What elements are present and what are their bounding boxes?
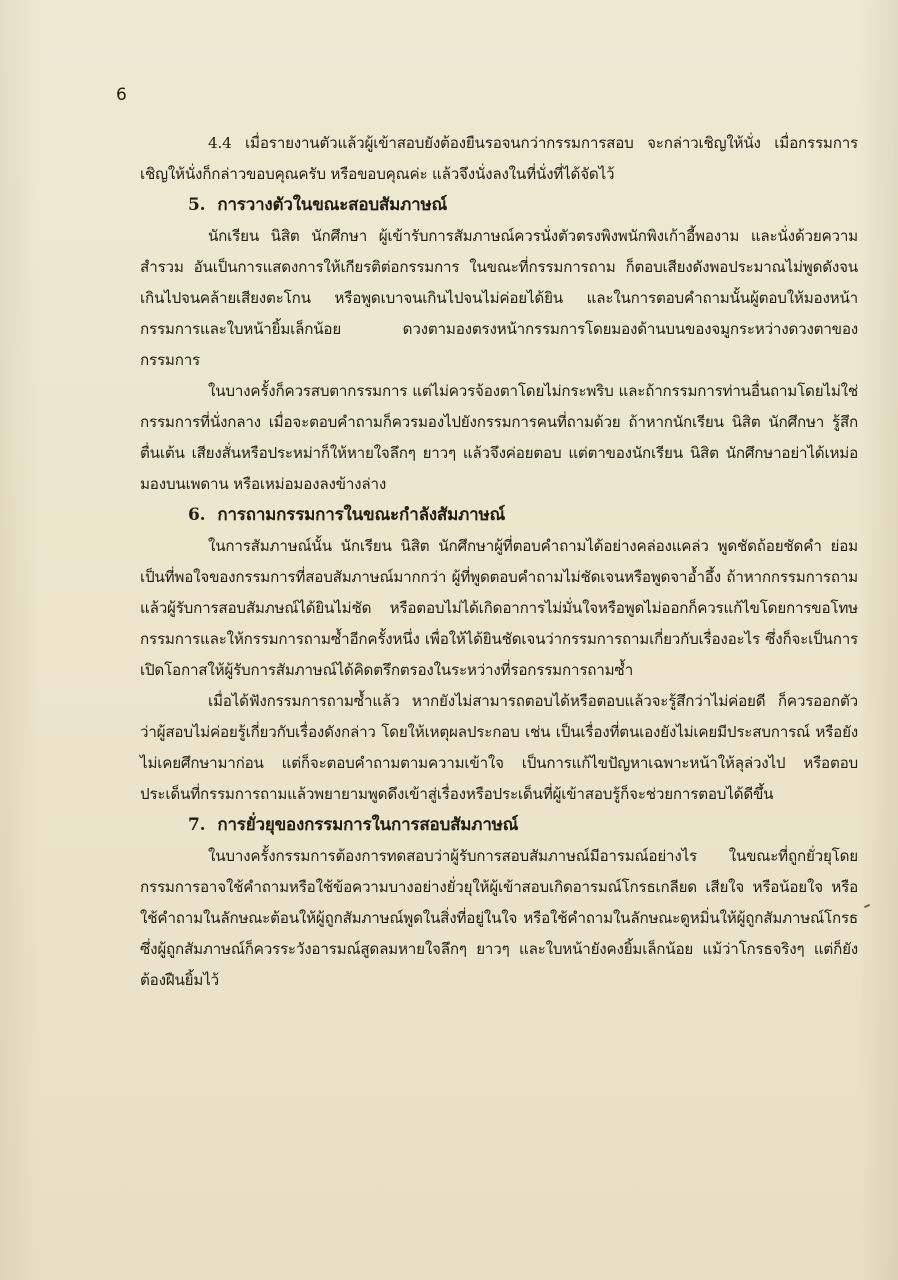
page-number: 6 bbox=[116, 85, 127, 105]
scan-mark bbox=[864, 904, 870, 908]
section-5-paragraph-2: ในบางครั้งก็ควรสบตากรรมการ แต่ไม่ควรจ้องตาโดยไม่กระพริบ และถ้ากรรมการท่านอื่นถามโดยไม่ใช่กรรมการที่นั่งกลาง เมื่อจะตอบคำถามก็ควรมองไปยังกรรมการคนที่ถามด้วย ถ้าหากนักเรียน นิสิต นักศึกษา รู้สึกตื่นเต้น เสียงสั่นหรือประหม่าก็ให้หายใจลึกๆ ยาวๆ แล้วจึงค่อยตอบ แต่ตาของนักเรียน นิสิต นักศึกษาอย่าได้เหม่อมองบนเพดาน หรือเหม่อมองลงข้างล่าง bbox=[140, 382, 858, 493]
section-6-paragraph-1: ในการสัมภาษณ์นั้น นักเรียน นิสิต นักศึกษาผู้ที่ตอบคำถามได้อย่างคล่องแคล่ว พูดชัดถ้อยชัดคำ ย่อมเป็นที่พอใจของกรรมการที่สอบสัมภาษณ์มากกว่า ผู้ที่พูดตอบคำถามไม่ชัดเจนหรือพูดจาอ้ำอึ้ง ถ้าหากกรรมการถามแล้วผู้รับการสอบสัมภษณ์ได้ยินไม่ชัด หรือตอบไม่ได้เกิดอาการไม่มั่นใจหรือพูดไม่ออกก็ควรแก้ไขโดยการขอโทษกรรมการและให้กรรมการถามซ้ำอีกครั้งหนึ่ง เพื่อให้ได้ยินชัดเจนว่ากรรมการถามเกี่ยวกับเรื่องอะไร ซึ่งก็จะเป็นการเปิดโอกาสให้ผู้รับการสัมภาษณ์ได้คิดตรึกตรองในระหว่างที่รอกรรมการถามซ้ำ bbox=[140, 537, 858, 679]
section-5-paragraph-1: นักเรียน นิสิต นักศึกษา ผู้เข้ารับการสัมภาษณ์ควรนั่งตัวตรงพิงพนักพิงเก้าอี้พองาม และนั่งด้วยความสำรวม อันเป็นการแสดงการให้เกียรติต่อกรรมการ ในขณะที่กรรมการถาม ก็ตอบเสียงดังพอประมาณไม่พูดดังจนเกินไปจนคล้ายเสียงตะโกน หรือพูดเบาจนเกินไปจนไม่ค่อยได้ยิน และในการตอบคำถามนั้นผู้ตอบให้มองหน้ากรรมการและใบหน้ายิ้มเล็กน้อย ดวงตามองตรงหน้ากรรมการโดยมองด้านบนของจมูกระหว่างดวงตาของกรรมการ bbox=[140, 227, 858, 369]
section-7-number: 7. bbox=[188, 815, 206, 835]
section-7-heading bbox=[140, 810, 858, 841]
section-5-number: 5. bbox=[188, 195, 206, 215]
section-6-heading bbox=[140, 500, 858, 531]
section-7-paragraph-1: ในบางครั้งกรรมการต้องการทดสอบว่าผู้รับการสอบสัมภาษณ์มีอารมณ์อย่างไร ในขณะที่ถูกยั่วยุโดยกรรมการอาจใช้คำถามหรือใช้ข้อความบางอย่างยั่วยุให้ผู้เข้าสอบเกิดอารมณ์โกรธเกลียด เสียใจ หรือน้อยใจ หรือใช้คำถามในลักษณะต้อนให้ผู้ถูกสัมภาษณ์พูดในสิ่งที่อยู่ในใจ หรือใช้คำถามในลักษณะดูหมิ่นให้ผู้ถูกสัมภาษณ์โกรธ ซึ่งผู้ถูกสัมภาษณ์ก็ควรระวังอารมณ์สูดลมหายใจลึกๆ ยาวๆ และใบหน้ายังคงยิ้มเล็กน้อย แม้ว่าโกรธจริงๆ แต่ก็ยังต้องฝืนยิ้มไว้ bbox=[140, 847, 858, 989]
paragraph-4-4: 4.4 เมื่อรายงานตัวแล้วผู้เข้าสอบยังต้องยืนรอจนกว่ากรรมการสอบ จะกล่าวเชิญให้นั่ง เมื่อกรรมการเชิญให้นั่งก็กล่าวขอบคุณครับ หรือขอบคุณค่ะ แล้วจึงนั่งลงในที่นั่งที่ได้จัดไว้ bbox=[140, 134, 858, 183]
section-6-paragraph-2: เมื่อได้ฟังกรรมการถามซ้ำแล้ว หากยังไม่สามารถตอบได้หรือตอบแล้วจะรู้สึกว่าไม่ค่อยดี ก็ควรออกตัวว่าผู้สอบไม่ค่อยรู้เกี่ยวกับเรื่องดังกล่าว โดยให้เหตุผลประกอบ เช่น เป็นเรื่องที่ตนเองยังไม่เคยมีประสบการณ์ หรือยังไม่เคยศึกษามาก่อน แต่ก็จะตอบคำถามตามความเข้าใจ เป็นการแก้ไขปัญหาเฉพาะหน้าให้ลุล่วงไป หรือตอบประเด็นที่กรรมการถามแล้วพยายามพูดดึงเข้าสู่เรื่องหรือประเด็นที่ผู้เข้าสอบรู้ก็จะช่วยการตอบได้ดีขึ้น bbox=[140, 692, 858, 803]
section-6-number: 6. bbox=[188, 505, 206, 525]
section-6-title: การถามกรรมการในขณะกำลังสัมภาษณ์ bbox=[217, 505, 506, 525]
section-5-heading bbox=[140, 190, 858, 221]
page-body bbox=[140, 128, 858, 996]
section-7-title: การยั่วยุของกรรมการในการสอบสัมภาษณ์ bbox=[217, 815, 519, 835]
section-5-title: การวางตัวในขณะสอบสัมภาษณ์ bbox=[217, 195, 448, 215]
